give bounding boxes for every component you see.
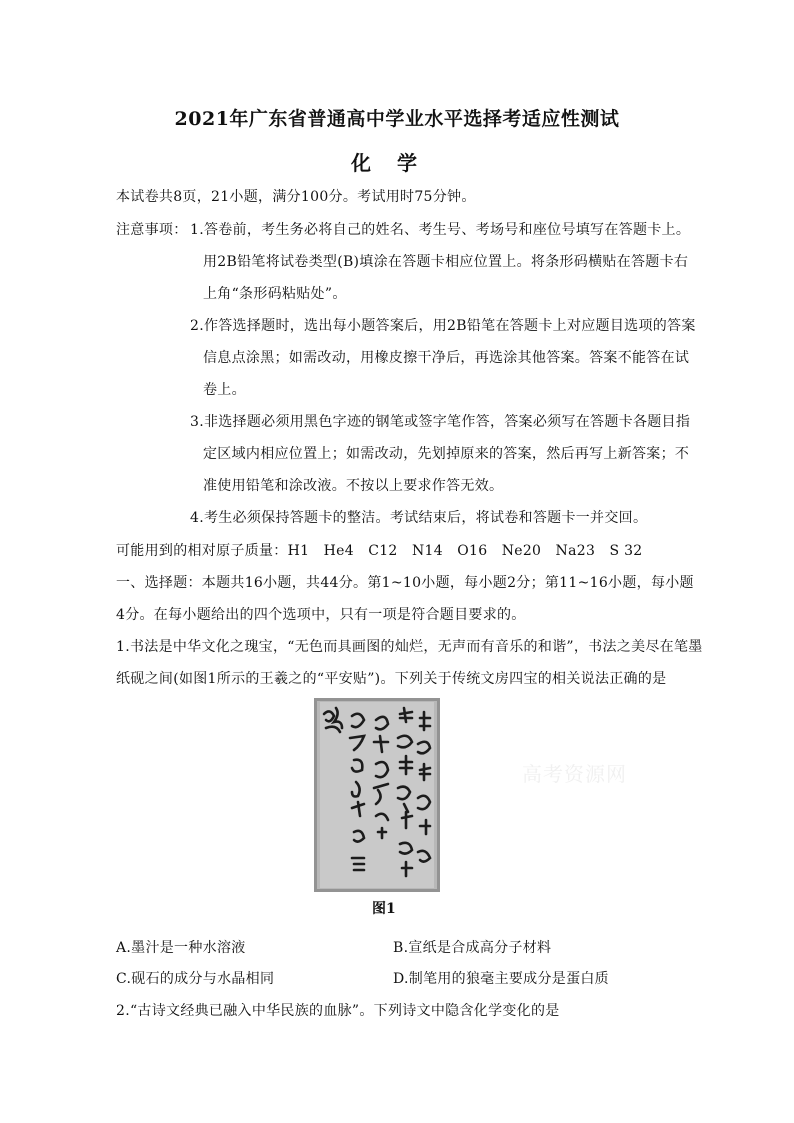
calligraphy-figure <box>314 698 440 892</box>
q1-option-c: C.砚石的成分与水晶相同 <box>116 971 275 987</box>
note-line-7: 3.非选择题必须用黑色字迹的钢笔或签字笔作答，答案必须写在答题卡各题目指 <box>190 414 691 430</box>
note-line-8: 定区域内相应位置上；如需改动，先划掉原来的答案，然后再写上新答案；不 <box>203 446 690 462</box>
q1-option-a: A.墨汁是一种水溶液 <box>116 940 246 956</box>
note-line-10: 4.考生必须保持答题卡的整洁。考试结束后，将试卷和答题卡一并交回。 <box>190 510 648 526</box>
subject-title: 化学 <box>351 151 443 175</box>
note-line-2: 用2B铅笔将试卷类型(B)填涂在答题卡相应位置上。将条形码横贴在答题卡右 <box>203 254 689 270</box>
note-line-6: 卷上。 <box>203 382 246 398</box>
notes-label: 注意事项： <box>116 222 188 238</box>
note-line-5: 信息点涂黑；如需改动，用橡皮擦干净后，再选涂其他答案。答案不能答在试 <box>203 350 690 366</box>
q1-stem-line-1: 1.书法是中华文化之瑰宝，“无色而具画图的灿烂，无声而有音乐的和谐”，书法之美尽在笔墨 <box>116 639 703 655</box>
intro-text: 本试卷共8页，21小题，满分100分。考试用时75分钟。 <box>116 189 476 205</box>
q1-option-d: D.制笔用的狼毫主要成分是蛋白质 <box>393 971 609 987</box>
section1-line-2: 4分。在每小题给出的四个选项中，只有一项是符合题目要求的。 <box>116 607 526 623</box>
note-line-3: 上角“条形码粘贴处”。 <box>203 286 347 302</box>
note-line-9: 准使用铅笔和涂改液。不按以上要求作答无效。 <box>203 478 504 494</box>
watermark: 高考资源网 <box>522 762 627 786</box>
q2-stem-line-1: 2.“古诗文经典已融入中华民族的血脉”。下列诗文中隐含化学变化的是 <box>116 1003 560 1019</box>
note-line-1: 1.答卷前，考生务必将自己的姓名、考生号、考场号和座位号填写在答题卡上。 <box>190 222 691 238</box>
q1-stem-line-2: 纸砚之间(如图1所示的王羲之的“平安贴”)。下列关于传统文房四宝的相关说法正确的是 <box>116 671 667 687</box>
figure-caption: 图1 <box>372 901 396 917</box>
note-line-4: 2.作答选择题时，选出每小题答案后，用2B铅笔在答题卡上对应题目选项的答案 <box>190 318 696 334</box>
calligraphy-image <box>314 698 440 892</box>
atomic-mass-line: 可能用到的相对原子质量：H1 He4 C12 N14 O16 Ne20 Na23 S 32 <box>116 543 643 559</box>
section1-line-1: 一、选择题：本题共16小题，共44分。第1~10小题，每小题2分；第11~16小题，每小题 <box>116 575 694 591</box>
q1-option-b: B.宣纸是合成高分子材料 <box>393 940 552 956</box>
exam-title: 2021年广东省普通高中学业水平选择考适应性测试 <box>174 108 620 130</box>
